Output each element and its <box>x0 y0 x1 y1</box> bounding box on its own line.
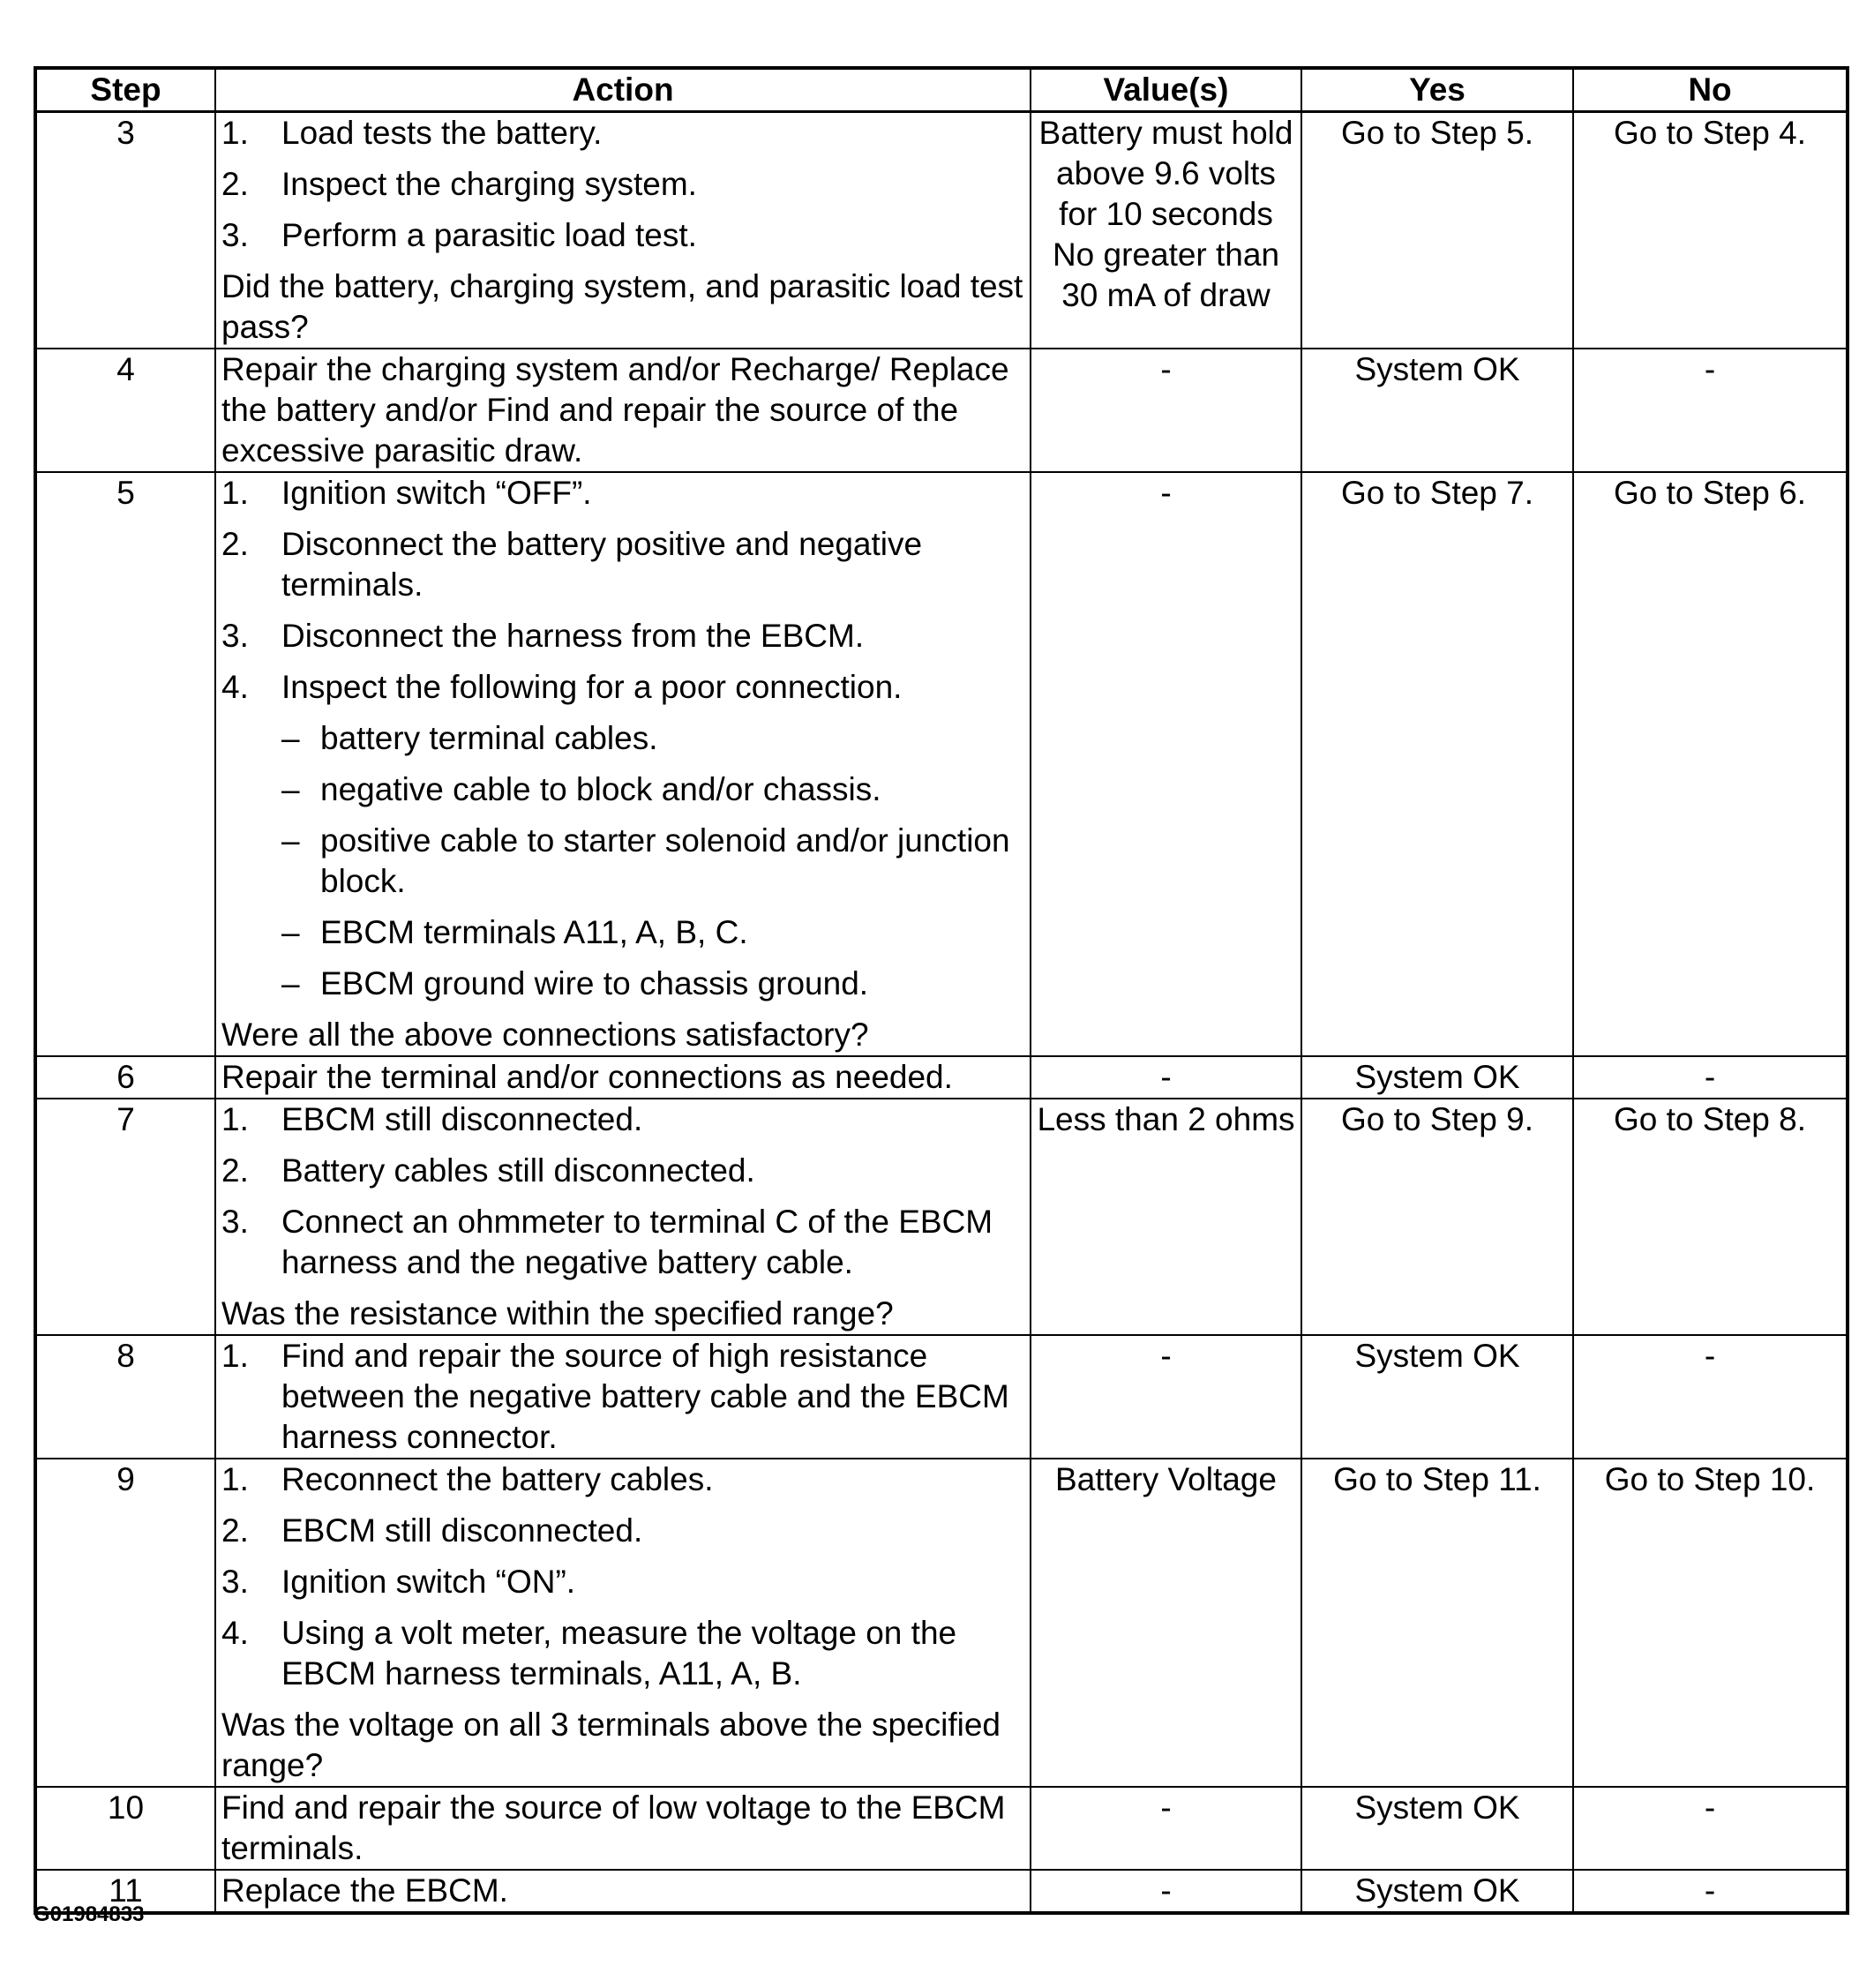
action-step-item <box>221 1151 1024 1191</box>
item-number: 2. <box>221 1512 249 1549</box>
value-cell: - <box>1031 349 1301 472</box>
table-row <box>35 1335 1848 1459</box>
item-text: Ignition switch “ON”. <box>281 1564 576 1600</box>
item-number: 2. <box>221 526 249 562</box>
table-row <box>35 349 1848 472</box>
item-text: Inspect the charging system. <box>281 166 697 202</box>
action-cell <box>215 1459 1031 1787</box>
step-cell: 6 <box>35 1056 215 1099</box>
item-number: 2. <box>221 1152 249 1189</box>
action-question: Was the voltage on all 3 terminals above the specified range? <box>221 1707 1001 1783</box>
action-cell <box>215 1335 1031 1459</box>
header-step: Step <box>35 68 215 112</box>
item-text: Connect an ohmmeter to terminal C of the EBCM harness and the negative battery cable. <box>281 1204 993 1280</box>
action-sub-item <box>281 821 1024 902</box>
item-text: Disconnect the harness from the EBCM. <box>281 618 865 654</box>
step-cell: 11 <box>35 1870 215 1913</box>
yes-cell: System OK <box>1301 1056 1573 1099</box>
no-cell: - <box>1573 1056 1848 1099</box>
action-cell <box>215 472 1031 1056</box>
header-values: Value(s) <box>1031 68 1301 112</box>
item-text: Ignition switch “OFF”. <box>281 475 592 511</box>
action-step-item <box>221 616 1024 656</box>
table-body <box>35 112 1848 1914</box>
table-row <box>35 1459 1848 1787</box>
diagnostic-table-container <box>34 66 1846 1915</box>
value-cell: - <box>1031 472 1301 1056</box>
yes-cell: Go to Step 7. <box>1301 472 1573 1056</box>
sub-item-text: negative cable to block and/or chassis. <box>320 771 881 807</box>
value-cell: - <box>1031 1335 1301 1459</box>
step-cell: 7 <box>35 1099 215 1335</box>
item-text: Reconnect the battery cables. <box>281 1461 714 1497</box>
dash-marker: – <box>281 720 300 756</box>
step-cell: 9 <box>35 1459 215 1787</box>
value-cell: - <box>1031 1056 1301 1099</box>
no-cell: Go to Step 10. <box>1573 1459 1848 1787</box>
action-step-item <box>221 473 1024 514</box>
item-number: 1. <box>221 1461 249 1497</box>
action-cell <box>215 349 1031 472</box>
item-number: 3. <box>221 1564 249 1600</box>
header-yes: Yes <box>1301 68 1573 112</box>
action-step-item <box>221 1099 1024 1140</box>
table-row <box>35 472 1848 1056</box>
diagnostic-table <box>34 66 1849 1915</box>
sub-item-text: battery terminal cables. <box>320 720 658 756</box>
action-cell <box>215 112 1031 349</box>
item-text: Inspect the following for a poor connection. <box>281 669 903 705</box>
item-number: 3. <box>221 1204 249 1240</box>
action-step-item <box>221 215 1024 256</box>
header-action: Action <box>215 68 1031 112</box>
no-cell: Go to Step 4. <box>1573 112 1848 349</box>
figure-id: G01984833 <box>34 1902 145 1926</box>
step-cell: 10 <box>35 1787 215 1870</box>
action-step-item <box>221 667 1024 708</box>
sub-item-text: EBCM terminals A11, A, B, C. <box>320 914 748 950</box>
no-cell: Go to Step 6. <box>1573 472 1848 1056</box>
no-cell: - <box>1573 1787 1848 1870</box>
action-step-item <box>221 1562 1024 1602</box>
action-cell <box>215 1870 1031 1913</box>
action-step-item <box>221 1459 1024 1500</box>
action-sub-item <box>281 718 1024 759</box>
item-number: 1. <box>221 475 249 511</box>
table-row <box>35 1787 1848 1870</box>
item-number: 3. <box>221 618 249 654</box>
action-text: Find and repair the source of low voltage to the EBCM terminals. <box>221 1789 1006 1866</box>
step-cell: 4 <box>35 349 215 472</box>
item-number: 4. <box>221 669 249 705</box>
no-cell: Go to Step 8. <box>1573 1099 1848 1335</box>
yes-cell: System OK <box>1301 1870 1573 1913</box>
action-question: Was the resistance within the specified range? <box>221 1295 894 1332</box>
yes-cell: Go to Step 11. <box>1301 1459 1573 1787</box>
action-step-item <box>221 113 1024 154</box>
step-cell: 8 <box>35 1335 215 1459</box>
action-step-item <box>221 1511 1024 1551</box>
yes-cell: Go to Step 9. <box>1301 1099 1573 1335</box>
action-question: Did the battery, charging system, and parasitic load test pass? <box>221 268 1023 345</box>
item-text: Using a volt meter, measure the voltage on the EBCM harness terminals, A11, A, B. <box>281 1615 957 1692</box>
action-sub-item <box>281 769 1024 810</box>
action-step-item <box>221 524 1024 605</box>
yes-cell: System OK <box>1301 349 1573 472</box>
action-step-item <box>221 1202 1024 1283</box>
table-row <box>35 112 1848 349</box>
action-text: Repair the charging system and/or Recharge/ Replace the battery and/or Find and repair the source of the excessive parasitic draw. <box>221 351 1009 469</box>
action-text: Replace the EBCM. <box>221 1872 508 1909</box>
item-number: 1. <box>221 1101 249 1137</box>
no-cell: - <box>1573 349 1848 472</box>
action-step-item <box>221 1336 1024 1458</box>
action-step-item <box>221 164 1024 205</box>
no-cell: - <box>1573 1870 1848 1913</box>
action-sub-item <box>281 964 1024 1004</box>
item-number: 2. <box>221 166 249 202</box>
sub-item-text: positive cable to starter solenoid and/or junction block. <box>320 822 1010 899</box>
dash-marker: – <box>281 965 300 1002</box>
value-cell: Less than 2 ohms <box>1031 1099 1301 1335</box>
table-row <box>35 1870 1848 1913</box>
yes-cell: Go to Step 5. <box>1301 112 1573 349</box>
header-no: No <box>1573 68 1848 112</box>
item-text: Perform a parasitic load test. <box>281 217 697 253</box>
yes-cell: System OK <box>1301 1787 1573 1870</box>
item-text: EBCM still disconnected. <box>281 1512 643 1549</box>
table-header-row <box>35 68 1848 112</box>
action-step-item <box>221 1613 1024 1694</box>
action-cell <box>215 1787 1031 1870</box>
value-cell: Battery must hold above 9.6 volts for 10 seconds No greater than 30 mA of draw <box>1031 112 1301 349</box>
value-cell: Battery Voltage <box>1031 1459 1301 1787</box>
item-text: EBCM still disconnected. <box>281 1101 643 1137</box>
value-cell: - <box>1031 1870 1301 1913</box>
dash-marker: – <box>281 822 300 859</box>
step-cell: 5 <box>35 472 215 1056</box>
action-text: Repair the terminal and/or connections as needed. <box>221 1059 953 1095</box>
table-row <box>35 1056 1848 1099</box>
value-cell: - <box>1031 1787 1301 1870</box>
action-cell <box>215 1056 1031 1099</box>
item-number: 1. <box>221 1338 249 1374</box>
no-cell: - <box>1573 1335 1848 1459</box>
dash-marker: – <box>281 914 300 950</box>
table-row <box>35 1099 1848 1335</box>
item-text: Load tests the battery. <box>281 115 603 151</box>
item-number: 3. <box>221 217 249 253</box>
action-cell <box>215 1099 1031 1335</box>
dash-marker: – <box>281 771 300 807</box>
item-number: 4. <box>221 1615 249 1651</box>
step-cell: 3 <box>35 112 215 349</box>
item-text: Disconnect the battery positive and negative terminals. <box>281 526 923 603</box>
sub-item-text: EBCM ground wire to chassis ground. <box>320 965 869 1002</box>
item-text: Find and repair the source of high resistance between the negative battery cable and the EBCM harness connector. <box>281 1338 1009 1455</box>
item-number: 1. <box>221 115 249 151</box>
item-text: Battery cables still disconnected. <box>281 1152 755 1189</box>
action-question: Were all the above connections satisfactory? <box>221 1017 869 1053</box>
yes-cell: System OK <box>1301 1335 1573 1459</box>
action-sub-item <box>281 912 1024 953</box>
